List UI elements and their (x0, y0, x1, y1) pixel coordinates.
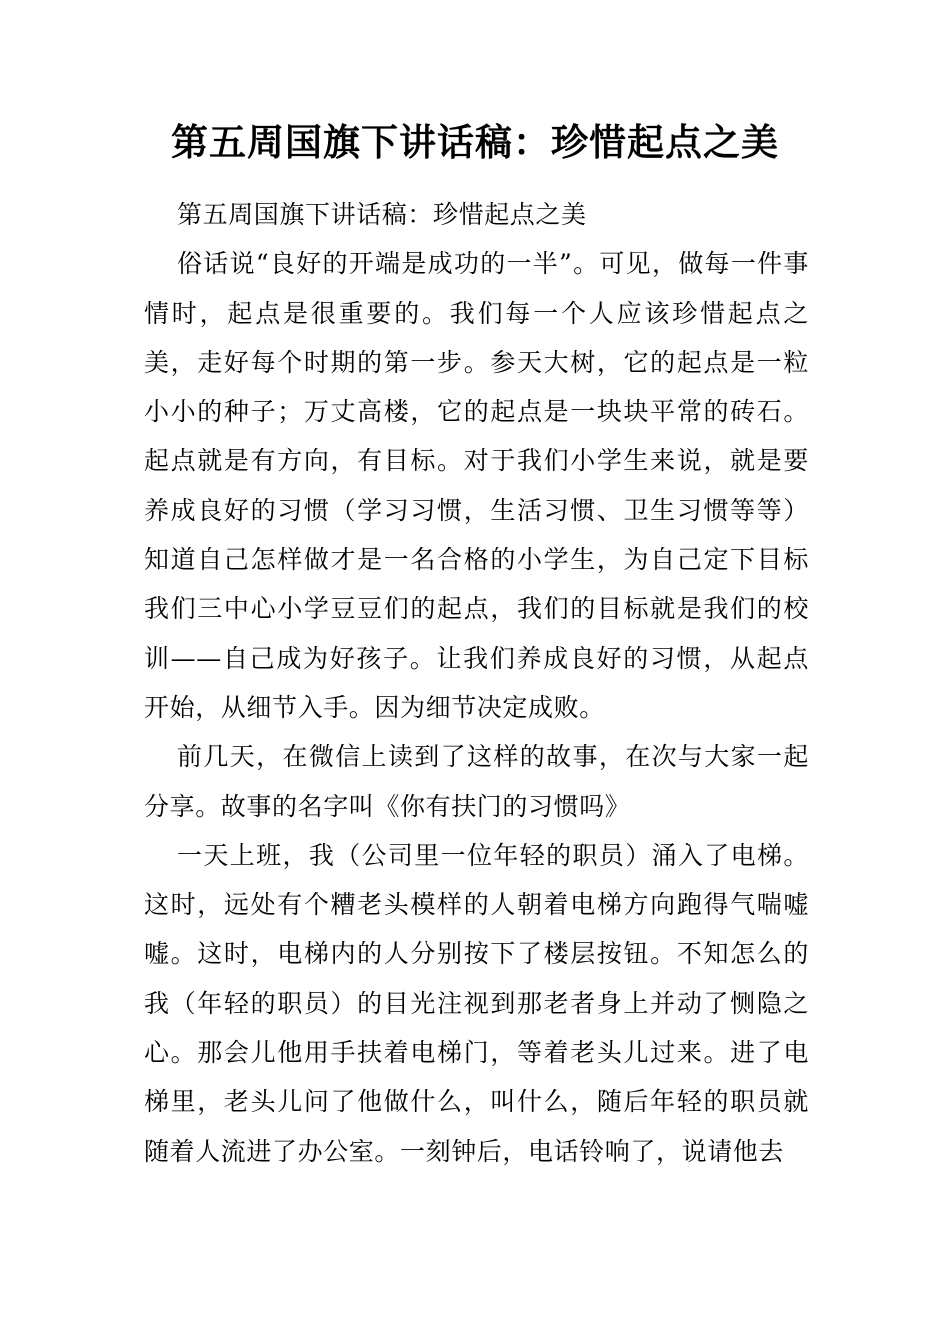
document-body (144, 190, 809, 1176)
paragraph-story-intro: 前几天，在微信上读到了这样的故事，在次与大家一起分享。故事的名字叫《你有扶门的习惯吗》 (144, 742, 809, 821)
paragraph-subtitle: 第五周国旗下讲话稿：珍惜起点之美 (177, 200, 587, 229)
document-title: 第五周国旗下讲话稿：珍惜起点之美 (171, 120, 779, 164)
paragraph-introduction: 俗话说“良好的开端是成功的一半”。可见，做每一件事情时，起点是很重要的。我们每一个人应该珍惜起点之美，走好每个时期的第一步。参天大树，它的起点是一粒小小的种子；万丈高楼，它的起点是一块块平常的砖石。起点就是有方向，有目标。对于我们小学生来说，就是要养成良好的习惯（学习习惯，生活习惯、卫生习惯等等）知道自己怎样做才是一名合格的小学生，为自己定下目标我们三中心小学豆豆们的起点，我们的目标就是我们的校训——自己成为好孩子。让我们养成良好的习惯，从起点开始，从细节入手。因为细节决定成败。 (144, 249, 809, 722)
paragraph-story: 一天上班，我（公司里一位年轻的职员）涌入了电梯。这时，远处有个糟老头模样的人朝着电梯方向跑得气喘嘘嘘。这时，电梯内的人分别按下了楼层按钮。不知怎么的我（年轻的职员）的目光注视到那老者身上并动了恻隐之心。那会儿他用手扶着电梯门，等着老头儿过来。进了电梯里，老头儿问了他做什么，叫什么，随后年轻的职员就随着人流进了办公室。一刻钟后，电话铃响了，说请他去 (144, 840, 809, 1166)
